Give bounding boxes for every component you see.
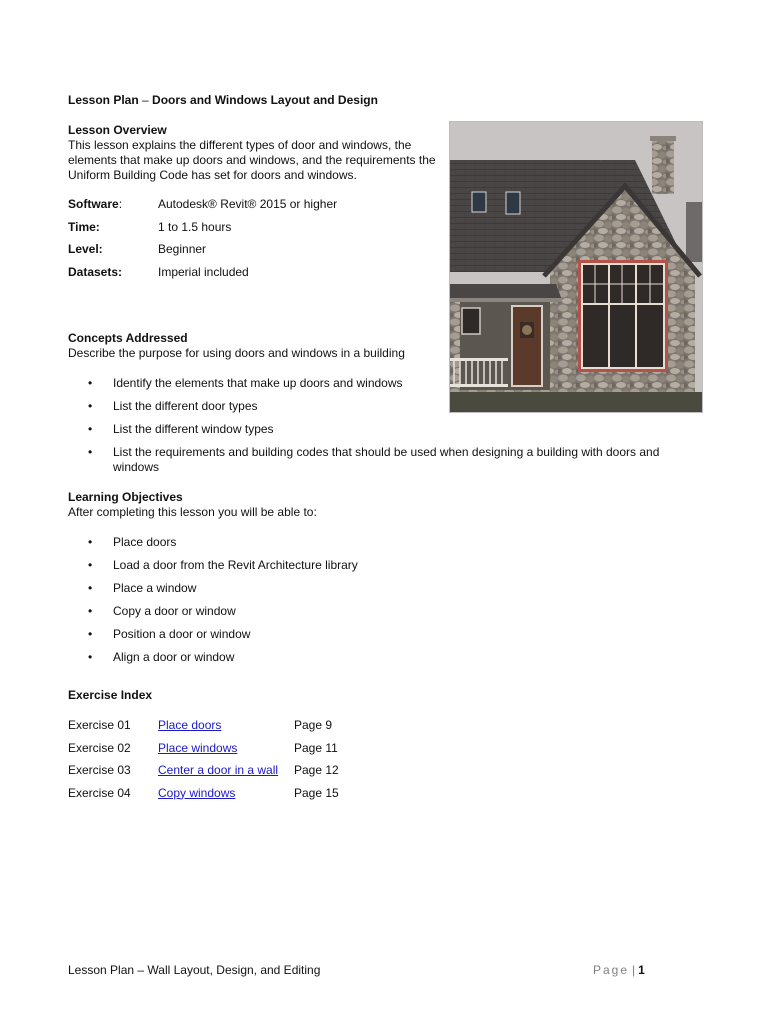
- time-value: 1 to 1.5 hours: [158, 219, 232, 234]
- level-value: Beginner: [158, 242, 207, 256]
- exercise-link-place-windows[interactable]: Place windows: [158, 740, 238, 755]
- house-photo: [449, 121, 703, 413]
- software-label-text: Software: [68, 197, 119, 211]
- software-value: Autodesk® Revit® 2015 or higher: [158, 197, 338, 211]
- exercise-page: Page 9: [294, 718, 333, 732]
- list-item: [68, 399, 708, 414]
- exercise-number: Exercise 04: [68, 785, 131, 800]
- list-item: [68, 376, 708, 391]
- list-item: [68, 445, 708, 475]
- bullet-icon: •: [88, 604, 93, 618]
- concepts-list: [68, 376, 708, 483]
- level-label: Level:: [68, 242, 103, 256]
- objective-text: Load a door from the Revit Architecture library: [113, 558, 358, 572]
- concept-text: List the requirements and building codes that should be used when designing a building with doors and windows: [113, 445, 660, 474]
- software-label-colon: :: [118, 197, 123, 211]
- exercise-page: Page 11: [294, 740, 338, 755]
- house-photo-illustration: [450, 122, 702, 412]
- exercise-number: Exercise 01: [68, 718, 131, 732]
- exercise-index-heading: Exercise Index: [68, 688, 153, 702]
- list-item: [68, 604, 708, 627]
- bullet-icon: •: [88, 627, 93, 641]
- bullet-icon: •: [88, 399, 93, 413]
- title-part-1: Lesson Plan: [68, 93, 139, 107]
- title-part-2: Doors and Windows Layout and Design: [152, 93, 378, 107]
- objective-text: Copy a door or window: [113, 604, 236, 618]
- title-dash: –: [138, 93, 153, 107]
- exercise-page: Page 12: [294, 763, 339, 777]
- bullet-icon: •: [88, 422, 93, 436]
- concept-text: Identify the elements that make up doors and windows: [113, 376, 403, 390]
- bullet-icon: •: [88, 376, 93, 390]
- exercise-page: Page 15: [294, 785, 339, 800]
- footer-separator: |: [632, 963, 636, 977]
- bullet-icon: •: [88, 650, 93, 664]
- list-item: [68, 581, 708, 604]
- footer-page-word: Page: [593, 963, 630, 977]
- bullet-icon: •: [88, 581, 93, 595]
- list-item: [68, 535, 708, 558]
- objective-text: Align a door or window: [113, 650, 235, 664]
- software-label: [68, 197, 122, 212]
- concept-text: List the different window types: [113, 422, 274, 436]
- concepts-heading: Concepts Addressed: [68, 331, 188, 345]
- overview-text: This lesson explains the different types of door and windows, the elements that make up doors and windows, and the requirements the Uniform Building Code has set for doors and windows.: [68, 138, 436, 182]
- list-item: [68, 558, 708, 581]
- footer-title: Lesson Plan – Wall Layout, Design, and Editing: [68, 963, 321, 977]
- time-label: Time:: [68, 219, 100, 234]
- exercise-link-place-doors[interactable]: Place doors: [158, 718, 222, 732]
- document-title: [68, 93, 378, 108]
- list-item: [68, 422, 708, 437]
- objectives-heading: Learning Objectives: [68, 490, 183, 504]
- exercise-number: Exercise 02: [68, 740, 131, 755]
- bullet-icon: •: [88, 535, 93, 549]
- bullet-icon: •: [88, 445, 93, 459]
- list-item: [68, 650, 708, 673]
- exercise-link-center-door[interactable]: Center a door in a wall: [158, 763, 279, 777]
- objective-text: Position a door or window: [113, 627, 251, 641]
- concepts-intro: Describe the purpose for using doors and windows in a building: [68, 346, 405, 360]
- objectives-intro: After completing this lesson you will be able to:: [68, 505, 317, 519]
- footer-page-indicator: [593, 963, 645, 978]
- bullet-icon: •: [88, 558, 93, 572]
- overview-heading: Lesson Overview: [68, 123, 167, 137]
- footer-page-number: 1: [638, 963, 645, 977]
- objective-text: Place a window: [113, 581, 197, 595]
- concept-text: List the different door types: [113, 399, 258, 413]
- list-item: [68, 627, 708, 650]
- objectives-list: [68, 535, 708, 673]
- datasets-label: Datasets:: [68, 264, 123, 279]
- objective-text: Place doors: [113, 535, 177, 549]
- exercise-link-copy-windows[interactable]: Copy windows: [158, 785, 236, 800]
- datasets-value: Imperial included: [158, 264, 249, 279]
- exercise-number: Exercise 03: [68, 763, 131, 777]
